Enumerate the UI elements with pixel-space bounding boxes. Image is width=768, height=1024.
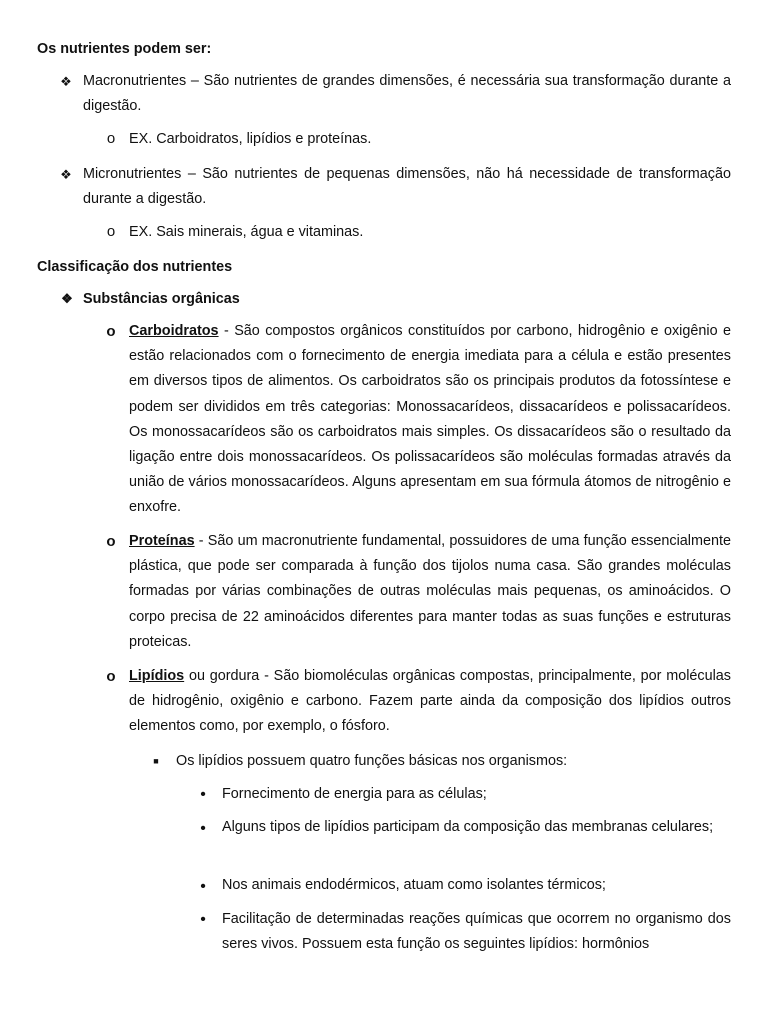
lipids-text: ou gordura - São biomoléculas orgânicas compostas, principalmente, por moléculas de hidrogênio, oxigênio e carbono. Fazem parte ainda da composição dos lipídios outros elementos como, por exemplo, o fósforo.: [129, 668, 731, 735]
circle-bullet-icon: o: [106, 533, 116, 550]
proteins-text: - São um macronutriente fundamental, possuidores de uma função essencialmente plástica, que pode ser comparada à função dos tijolos numa casa. São grandes moléculas formadas por várias combinações de outras moléculas mais pequenas, os aminoácidos. O corpo precisa de 22 aminoácidos diferentes para manter todas as suas funções e estruturas proteicas.: [129, 533, 731, 650]
micro-example: EX. Sais minerais, água e vitaminas.: [129, 224, 364, 240]
lipids-term: Lipídios: [129, 668, 185, 684]
macronutrients-text: Macronutrientes – São nutrientes de grandes dimensões, é necessária sua transformação durante a digestão.: [83, 73, 731, 115]
dot-bullet-icon: •: [200, 878, 206, 895]
organic-substances-label: Substâncias orgânicas: [83, 291, 240, 307]
lipids-paragraph: [129, 664, 731, 740]
carbohydrates-term: Carboidratos: [129, 323, 219, 339]
carbohydrates-paragraph: [129, 319, 731, 521]
proteins-paragraph: [129, 529, 731, 655]
circle-bullet-icon: o: [106, 323, 116, 340]
dot-bullet-icon: •: [200, 786, 206, 803]
dot-bullet-icon: •: [200, 820, 206, 837]
circle-bullet-icon: o: [106, 130, 116, 147]
lipid-function-item: Nos animais endodérmicos, atuam como isolantes térmicos;: [222, 877, 606, 893]
macro-example: EX. Carboidratos, lipídios e proteínas.: [129, 131, 372, 147]
diamond-bullet-icon: ❖: [60, 167, 72, 182]
diamond-bullet-icon: ❖: [60, 74, 72, 89]
proteins-term: Proteínas: [129, 533, 195, 549]
carbohydrates-text: - São compostos orgânicos constituídos por carbono, hidrogênio e oxigênio e estão relacionados com o fornecimento de energia imediata para a célula e estão presentes em diversos tipos de alimentos. Os carboidratos são os principais produtos da fotossíntese e podem ser divididos em três categorias: Monossacarídeos, dissacarídeos e polissacarídeos. Os monossacarídeos são os carboidratos mais simples. Os dissacarídeos são o resultado da ligação entre dois monossacarídeos. Os polissacarídeos são moléculas formadas através da união de vários monossacarídeos. Alguns apresentam em sua fórmula átomos de nitrogênio e enxofre.: [129, 323, 731, 516]
micronutrients-text: Micronutrientes – São nutrientes de pequenas dimensões, não há necessidade de transformação durante a digestão.: [83, 166, 731, 208]
lipid-function-item: Fornecimento de energia para as células;: [222, 786, 487, 802]
dot-bullet-icon: •: [200, 911, 206, 928]
diamond-bullet-icon: ❖: [61, 291, 73, 306]
lipid-function-item: Alguns tipos de lipídios participam da composição das membranas celulares;: [222, 819, 714, 835]
lipid-function-item: Facilitação de determinadas reações químicas que ocorrem no organismo dos seres vivos. Possuem esta função os seguintes lipídios: hormônios: [222, 911, 731, 953]
circle-bullet-icon: o: [106, 223, 116, 240]
circle-bullet-icon: o: [106, 668, 116, 685]
square-bullet-icon: ■: [153, 756, 159, 766]
heading-nutrients: Os nutrientes podem ser:: [37, 41, 212, 57]
lipid-functions-intro: Os lipídios possuem quatro funções básicas nos organismos:: [176, 753, 568, 769]
heading-classification: Classificação dos nutrientes: [37, 259, 233, 275]
